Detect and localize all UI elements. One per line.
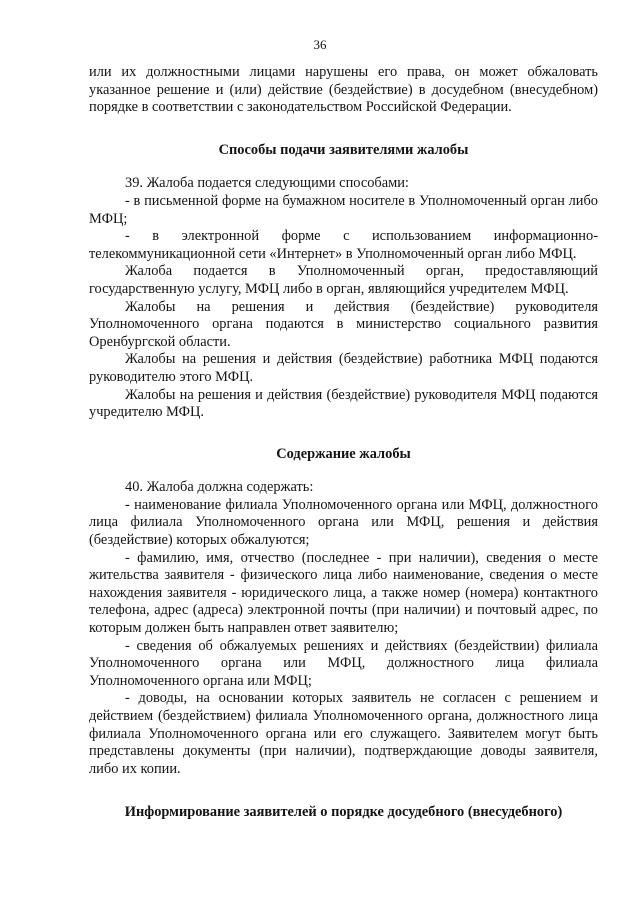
paragraph-submission-target: Жалоба подается в Уполномоченный орган, предоставляющий государственную услугу, МФЦ либо в орган, являющийся учредителем МФЦ. [89, 263, 598, 297]
paragraph-head-authority-complaints: Жалобы на решения и действия (бездействие) руководителя Уполномоченного органа подаются в министерство социального развития Оренбургской области. [89, 298, 598, 350]
list-item-appealed-decisions: - сведения об обжалуемых решениях и действиях (бездействии) филиала Уполномоченного органа или МФЦ, должностного лица филиала Уполномоченного органа или МФЦ; [89, 637, 598, 689]
section-heading-complaint-methods: Способы подачи заявителями жалобы [218, 141, 469, 158]
list-item-electronic-form: - в электронной форме с использованием информационно-телекоммуникационной сети «Интернет» в Уполномоченный орган либо МФЦ. [89, 228, 598, 262]
document-body [89, 64, 598, 822]
intro-paragraph: или их должностными лицами нарушены его права, он может обжаловать указанное решение и (или) действие (бездействие) в досудебном (внесудебном) порядке в соответствии с законодательством Российской Федерации. [89, 64, 598, 116]
paragraph-39: 39. Жалоба подается следующими способами: [125, 175, 409, 192]
page-number: 36 [313, 37, 327, 52]
paragraph-mfc-head-complaints: Жалобы на решения и действия (бездействие) руководителя МФЦ подаются учредителю МФЦ. [89, 386, 598, 421]
section-heading-informing-applicants: Информирование заявителей о порядке досудебного (внесудебного) [124, 804, 563, 821]
section-heading-complaint-content: Содержание жалобы [276, 445, 411, 462]
list-item-paper-form: - в письменной форме на бумажном носителе в Уполномоченный орган либо МФЦ; [89, 192, 598, 227]
paragraph-mfc-worker-complaints: Жалобы на решения и действия (бездействие) работника МФЦ подаются руководителю этого МФЦ. [89, 351, 598, 385]
list-item-arguments: - доводы, на основании которых заявитель не согласен с решением и действием (бездействием) филиала Уполномоченного органа, должностного лица филиала Уполномоченного органа или его служащего. Заявителем могут быть представлены документы (при наличии), подтверждающие доводы заявителя, либо их копии. [89, 690, 598, 777]
paragraph-40: 40. Жалоба должна содержать: [125, 479, 314, 496]
list-item-name-of-branch: - наименование филиала Уполномоченного органа или МФЦ, должностного лица филиала Уполномоченного органа или МФЦ, решения и действия (бездействие) которых обжалуются; [89, 496, 598, 549]
list-item-applicant-details: - фамилию, имя, отчество (последнее - при наличии), сведения о месте жительства заявителя - физического лица либо наименование, сведения о месте нахождения заявителя - юридического лица, а также номер (номера) контактного телефона, адрес (адреса) электронной почты (при наличии) и почтовый адрес, по которым должен быть направлен ответ заявителю; [89, 549, 598, 637]
